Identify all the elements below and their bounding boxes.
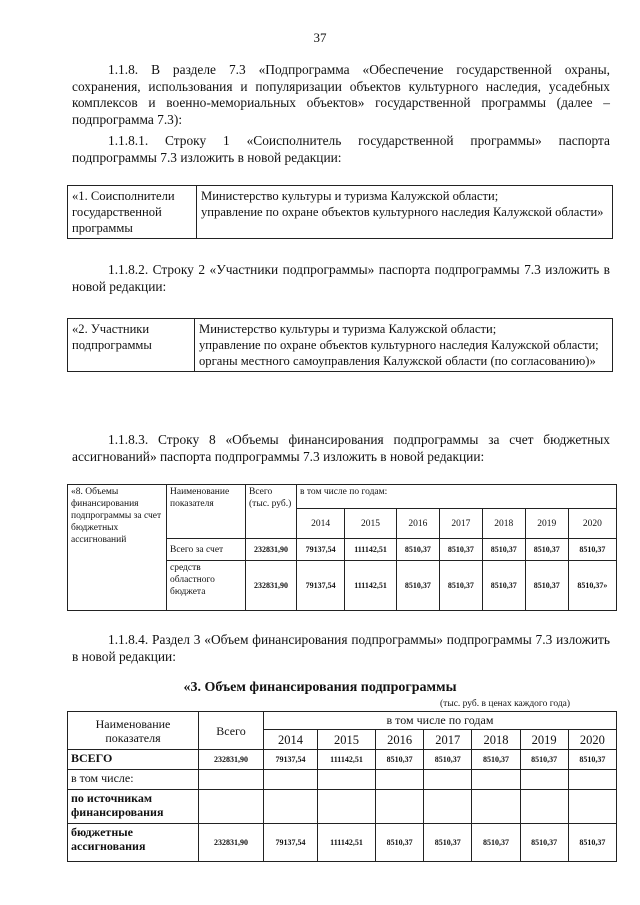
table-row	[68, 790, 617, 824]
table3-cell: 8510,37	[525, 539, 568, 561]
table3-cell: 8510,37	[396, 561, 439, 611]
table3-year: 2017	[439, 509, 482, 539]
table-uchastniki	[67, 318, 613, 372]
table1-line: Министерство культуры и туризма Калужской области;	[201, 189, 499, 203]
table3-cell: 8510,37	[525, 561, 568, 611]
table4-cell: 8510,37	[424, 750, 472, 770]
table4-cell: 8510,37	[424, 824, 472, 862]
table3-year: 2019	[525, 509, 568, 539]
table-row	[68, 770, 617, 790]
table4-col-name: Наименование показателя	[68, 712, 199, 750]
paragraph-1-1-8-1: 1.1.8.1. Строку 1 «Соисполнитель государственной программы» паспорта подпрограммы 7.3 изложить в новой редакции:	[72, 133, 610, 165]
table3-cell-total: 232831,90	[246, 539, 297, 561]
table3-cell: 8510,37»	[568, 561, 616, 611]
table-obem-finansirovaniya-podprogrammy	[67, 711, 617, 862]
table3-row-name: средств областного бюджета	[167, 561, 246, 611]
table2-line: управление по охране объектов культурного наследия Калужской области;	[199, 338, 599, 352]
table4-cell: 8510,37	[520, 824, 568, 862]
table4-cell: 8510,37	[375, 824, 423, 862]
table3-year: 2015	[345, 509, 397, 539]
table3-cell: 8510,37	[568, 539, 616, 561]
paragraph-1-1-8-4: 1.1.8.4. Раздел 3 «Объем финансирования подпрограммы» подпрограммы 7.3 изложить в новой редакции:	[72, 632, 610, 664]
section-title: «3. Объем финансирования подпрограммы	[183, 680, 457, 695]
table1-line: управление по охране объектов культурного наследия Калужской области»	[201, 205, 604, 219]
table-row	[68, 824, 617, 862]
table2-line: Министерство культуры и туризма Калужской области;	[199, 322, 497, 336]
table2-content	[195, 319, 613, 372]
table4-cell: 8510,37	[472, 824, 520, 862]
table4-col-total: Всего	[199, 712, 264, 750]
table3-cell: 8510,37	[439, 539, 482, 561]
table4-cell-total: 232831,90	[199, 824, 264, 862]
table3-cell: 111142,51	[345, 561, 397, 611]
table3-label: «8. Объемы финансирования подпрограммы за счет бюджетных ассигнований	[68, 485, 167, 611]
table3-cell: 111142,51	[345, 539, 397, 561]
table2-line: органы местного самоуправления Калужской области (по согласованию)»	[199, 354, 596, 368]
table4-cell: 79137,54	[264, 824, 318, 862]
table3-year: 2016	[396, 509, 439, 539]
paragraph-1-1-8-3: 1.1.8.3. Строку 8 «Объемы финансирования подпрограммы за счет бюджетных ассигнований» паспорта подпрограммы 7.3 изложить в новой редакции:	[72, 432, 610, 464]
table4-cell-total: 232831,90	[199, 750, 264, 770]
table2-label: «2. Участники подпрограммы	[68, 319, 195, 372]
table3-year: 2018	[482, 509, 525, 539]
table1-label: «1. Соисполнители государственной программы	[68, 186, 197, 239]
table3-col-years: в том числе по годам:	[297, 485, 617, 509]
table3-cell: 8510,37	[439, 561, 482, 611]
page-number: 37	[313, 30, 327, 45]
table4-year: 2020	[568, 730, 616, 750]
table4-year: 2014	[264, 730, 318, 750]
table-obemy-finansirovaniya	[67, 484, 617, 611]
table3-cell: 79137,54	[297, 561, 345, 611]
paragraph-1-1-8: 1.1.8. В разделе 7.3 «Подпрограмма «Обеспечение государственной охраны, сохранения, использования и популяризации объектов культурного наследия, усадебных комплексов и военно-мемориальных объектов» государственной программы (далее – подпрограмма 7.3):	[72, 62, 610, 127]
table4-col-years: в том числе по годам	[264, 712, 617, 730]
table4-cell: 111142,51	[318, 750, 376, 770]
table3-cell: 8510,37	[482, 561, 525, 611]
table4-cell: 111142,51	[318, 824, 376, 862]
paragraph-1-1-8-2: 1.1.8.2. Строку 2 «Участники подпрограммы» паспорта подпрограммы 7.3 изложить в новой редакции:	[72, 262, 610, 294]
table4-year: 2016	[375, 730, 423, 750]
table1-content	[197, 186, 613, 239]
table3-cell: 8510,37	[396, 539, 439, 561]
table3-cell: 8510,37	[482, 539, 525, 561]
table-soispolniteli	[67, 185, 613, 239]
table3-cell: 79137,54	[297, 539, 345, 561]
table4-cell: 8510,37	[375, 750, 423, 770]
table4-cell: 8510,37	[568, 824, 616, 862]
table3-year: 2020	[568, 509, 616, 539]
table-row	[68, 750, 617, 770]
table4-row-name: в том числе:	[68, 770, 199, 790]
table4-row-name: ВСЕГО	[68, 750, 199, 770]
table3-row-name: Всего за счет	[167, 539, 246, 561]
table4-row-name: бюджетные ассигнования	[68, 824, 199, 862]
table4-year: 2018	[472, 730, 520, 750]
table4-cell: 8510,37	[568, 750, 616, 770]
table3-year: 2014	[297, 509, 345, 539]
table3-col-total: Всего (тыс. руб.)	[246, 485, 297, 539]
table4-year: 2019	[520, 730, 568, 750]
table4-row-name: по источникам финансирования	[68, 790, 199, 824]
units-note: (тыс. руб. в ценах каждого года)	[440, 699, 571, 709]
table3-cell-total: 232831,90	[246, 561, 297, 611]
table3-col-name: Наименование показателя	[167, 485, 246, 539]
table4-cell: 8510,37	[520, 750, 568, 770]
table4-cell: 79137,54	[264, 750, 318, 770]
table4-cell: 8510,37	[472, 750, 520, 770]
table4-year: 2017	[424, 730, 472, 750]
table4-year: 2015	[318, 730, 376, 750]
